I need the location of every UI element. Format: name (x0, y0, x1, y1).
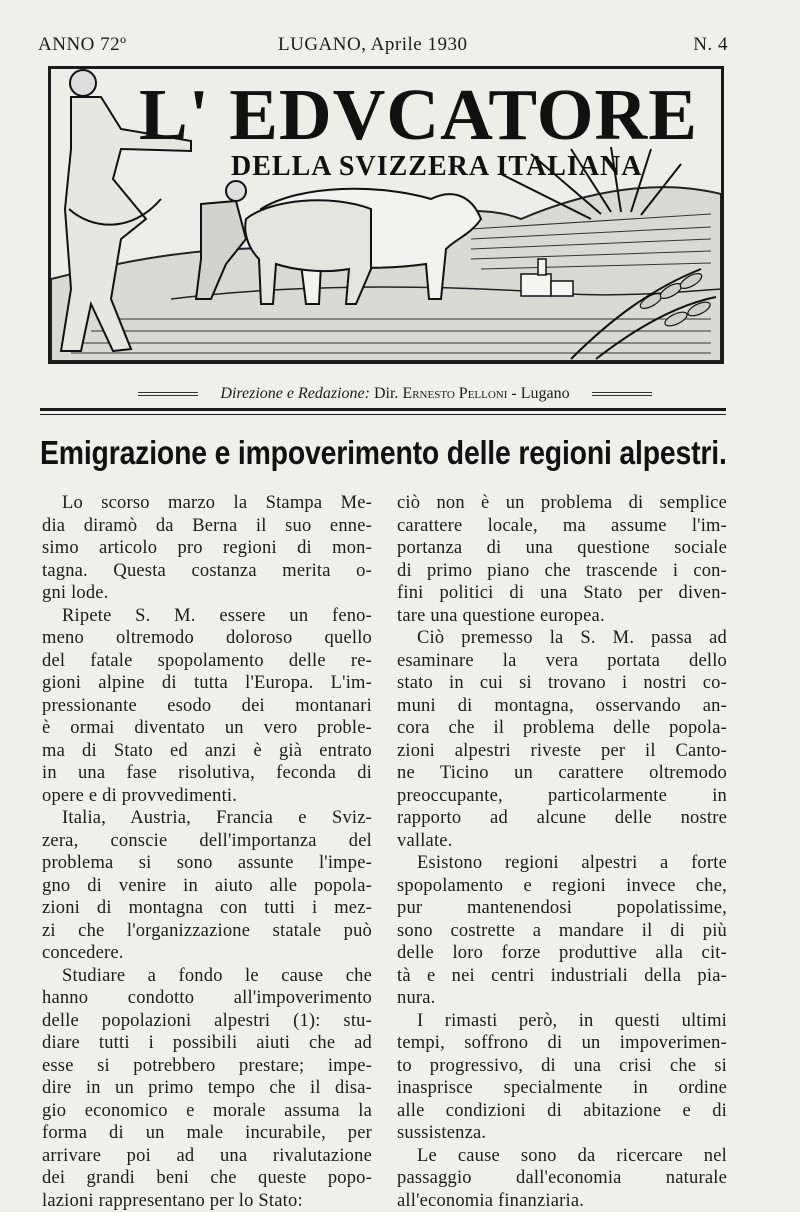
editorial-line (60, 385, 730, 407)
text-line: zioni di montagna con tutti i mez- (42, 897, 372, 920)
masthead (48, 66, 724, 364)
text-line: diare tutti i possibili aiuti che ad (42, 1032, 372, 1055)
article-column-right (397, 492, 727, 1212)
text-line: dia diramò da Berna il suo enne- (42, 515, 372, 538)
text-line: Ciò premesso la S. M. passa ad (397, 627, 727, 650)
text-line: fini politici di una Stato per diven- (397, 582, 727, 605)
text-line: Ripete S. M. essere un feno- (42, 605, 372, 628)
text-line: Studiare a fondo le cause che (42, 965, 372, 988)
divider-rule (40, 414, 726, 415)
text-line: esse si potrebbero prestare; impe- (42, 1055, 372, 1078)
text-line: opere e di provvedimenti. (42, 785, 372, 808)
text-line: zi che l'organizzazione statale può (42, 920, 372, 943)
text-line: gioni alpine di tutta l'Europa. L'im- (42, 672, 372, 695)
text-line: gni lode. (42, 582, 372, 605)
header-line (38, 34, 728, 58)
text-line: meno oltremodo doloroso quello (42, 627, 372, 650)
text-line: tempi, soffrono di un impoverimen- (397, 1032, 727, 1055)
text-line: nura. (397, 987, 727, 1010)
text-line: tagna. Questa costanza merita o- (42, 560, 372, 583)
separator: - (511, 385, 516, 402)
text-line: ciò non è un problema di semplice (397, 492, 727, 515)
text-line: simo articolo pro regioni di mon- (42, 537, 372, 560)
text-line: portanza di una questione sociale (397, 537, 727, 560)
text-line: rapporto ad alcune delle nostre (397, 807, 727, 830)
text-line: preoccupante, particolarmente in (397, 785, 727, 808)
issue-number: N. 4 (693, 34, 728, 56)
director-name: Ernesto Pelloni (402, 385, 507, 402)
masthead-title: L' EDVCATORE (139, 75, 714, 155)
text-line: carattere locale, ma assume l'im- (397, 515, 727, 538)
text-line: gio economico e morale assuma la (42, 1100, 372, 1123)
text-line: inasprisce specialmente in ordine (397, 1077, 727, 1100)
divider-rule (40, 408, 726, 411)
text-line: cora che il problema delle popola- (397, 717, 727, 740)
text-line: alle condizioni di abitazione e di (397, 1100, 727, 1123)
text-line: ma di Stato ed anzi è già entrato (42, 740, 372, 763)
text-line: di primo piano che trascende i con- (397, 560, 727, 583)
text-line: stato in cui si trovano i nostri co- (397, 672, 727, 695)
text-line: Esistono regioni alpestri a forte (397, 852, 727, 875)
decorative-dash (138, 392, 198, 396)
text-line: zera, conscie dell'importanza del (42, 830, 372, 853)
text-line: sono costrette a mandare il di più (397, 920, 727, 943)
text-line: lazioni rappresentano per lo Stato: (42, 1190, 372, 1212)
text-line: all'economia finanziaria. (397, 1190, 727, 1212)
text-line: tare una questione europea. (397, 605, 727, 628)
direzione-label: Direzione e Redazione: (220, 385, 370, 402)
text-line: arrivare poi ad una rivalutazione (42, 1145, 372, 1168)
place-and-date: LUGANO, Aprile 1930 (278, 34, 467, 56)
text-line: delle popolazioni alpestri (1): stu- (42, 1010, 372, 1033)
text-line: muni di montagna, osservando an- (397, 695, 727, 718)
text-line: hanno condotto all'impoverimento (42, 987, 372, 1010)
text-line: concedere. (42, 942, 372, 965)
text-line: dire in un primo tempo che il disa- (42, 1077, 372, 1100)
text-line: spopolamento e regioni invece che, (397, 875, 727, 898)
text-line: gno di venire in aiuto alle popola- (42, 875, 372, 898)
city: Lugano (521, 385, 570, 402)
text-line: sussistenza. (397, 1122, 727, 1145)
text-line: I rimasti però, in questi ultimi (397, 1010, 727, 1033)
text-line: to progressivo, di una crisi che si (397, 1055, 727, 1078)
text-line: dei grandi beni che queste popo- (42, 1167, 372, 1190)
text-line: è ormai diventato un vero proble- (42, 717, 372, 740)
text-line: in una fase risolutiva, feconda di (42, 762, 372, 785)
director-prefix: Dir. (374, 385, 398, 402)
text-line: tà e nei centri industriali della pia- (397, 965, 727, 988)
text-line: problema si sono assunte l'impe- (42, 852, 372, 875)
text-line: Italia, Austria, Francia e Sviz- (42, 807, 372, 830)
text-line: passaggio dall'economia naturale (397, 1167, 727, 1190)
text-line: esaminare la vera portata dello (397, 650, 727, 673)
masthead-subtitle: DELLA SVIZZERA ITALIANA (231, 151, 711, 183)
text-line: Lo scorso marzo la Stampa Me- (42, 492, 372, 515)
text-line: pressionante esodo dei montanari (42, 695, 372, 718)
text-line: forma di un male incurabile, per (42, 1122, 372, 1145)
text-line: pur mantenendosi popolatissime, (397, 897, 727, 920)
volume-number: ANNO 72º (38, 34, 127, 56)
decorative-dash (592, 392, 652, 396)
text-line: ne Ticino un carattere oltremodo (397, 762, 727, 785)
text-line: Le cause sono da ricercare nel (397, 1145, 727, 1168)
article-column-left (42, 492, 372, 1212)
text-line: vallate. (397, 830, 727, 853)
text-line: del fatale spopolamento delle re- (42, 650, 372, 673)
text-line: zioni alpestri riveste per il Canto- (397, 740, 727, 763)
text-line: delle loro forze produttive alla cit- (397, 942, 727, 965)
article-title: Emigrazione e impoverimento delle regioni alpestri. (40, 434, 630, 472)
